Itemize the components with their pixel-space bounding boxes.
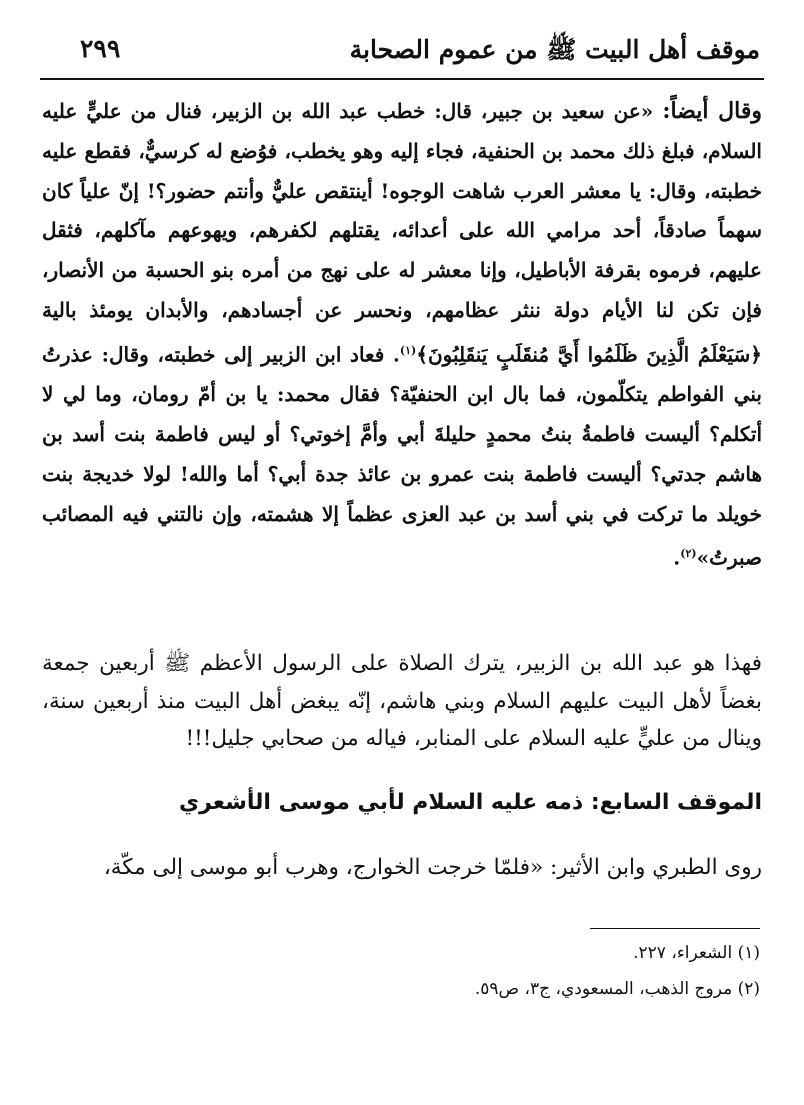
footnote-divider — [590, 928, 760, 929]
section-heading — [179, 790, 762, 815]
narration-paragraph: روى الطبري وابن الأثير: «فلمّا خرجت الخوارج، وهرب أبو موسى إلى مكّة، — [103, 855, 762, 880]
footnote-ref-1[interactable]: (١) — [399, 343, 417, 357]
footnote-1: (١) الشعراء، ٢٢٧. — [633, 943, 760, 963]
section-label: الموقف السابع: — [590, 790, 762, 815]
footnote-2: (٢) مروج الذهب، المسعودي، ج٣، ص٥٩. — [474, 979, 760, 999]
narration-text-continued: . فعاد ابن الزبير إلى خطبته، وقال: عذرتُ بني الفواطم يتكلّمون، فما بال ابن الحنفيّة؟ فقال محمد: يا بن أمّ رومان، وما لي لا أتكلم؟ أليست فاطمةُ بنتُ محمدٍ حليلةَ أبي وأمَّ إخوتي؟ أو ليس فاطمة بنت أسد بن هاشم جدتي؟ أليست فاطمة بنت عمرو بن عائذ جدة أبي؟ أما والله! لولا خديجة بنت خويلد ما تركت في بني أسد بن عبد العزى عظماً إلا هشمته، وإن نالتني فيه المصائب صبرتُ» — [42, 342, 762, 571]
running-header — [40, 28, 764, 80]
header-title: موقف أهل البيت ﷺ من عموم الصحابة — [349, 35, 760, 64]
quoted-narration — [42, 92, 762, 579]
footnote-ref-2[interactable]: (٢) — [680, 547, 697, 561]
commentary-paragraph: فهذا هو عبد الله بن الزبير، يترك الصلاة على الرسول الأعظم ﷺ أربعين جمعة بغضاً لأهل البيت عليهم السلام وبني هاشم، إنّه يبغض أهل البيت منذ أربعين سنة، وينال من عليٍّ عليه السلام على المنابر، فياله من صحابي جليل!!! — [42, 651, 762, 751]
section-title-text: ذمه عليه السلام لأبي موسى الأشعري — [178, 790, 584, 815]
page-number: ٢٩٩ — [80, 34, 121, 63]
narration-end: . — [673, 546, 681, 571]
narration-text: «عن سعيد بن جبير، قال: خطب عبد الله بن الزبير، فنال من عليٍّ عليه السلام، فبلغ ذلك محمد بن الحنفية، فجاء إليه وهو يخطب، فوُضع له كرسيٌّ، فقطع عليه خطبته، وقال: يا معشر العرب شاهت الوجوه! أينتقص عليٌّ وأنتم حضور؟! إنّ علياً كان سهماً صادقاً، أحد مرامي الله على أعدائه، يقتلهم لكفرهم، ويهوعهم مآكلهم، فثقل عليهم، فرموه بقرفة الأباطيل، وإنا معشر له على نهج من أمره بنو الحسبة من الأنصار، فإن تكن لنا الأيام دولة ننثر عظامهم، ونحسر عن أجسادهم، والأبدان يومئذ بالية ﴿سَيَعْلَمُ الَّذِينَ ظَلَمُوا أَيَّ مُنقَلَبٍ يَنقَلِبُونَ﴾ — [42, 99, 762, 367]
narration-lead: وقال أيضاً: — [662, 98, 763, 124]
footnotes — [60, 935, 760, 1007]
